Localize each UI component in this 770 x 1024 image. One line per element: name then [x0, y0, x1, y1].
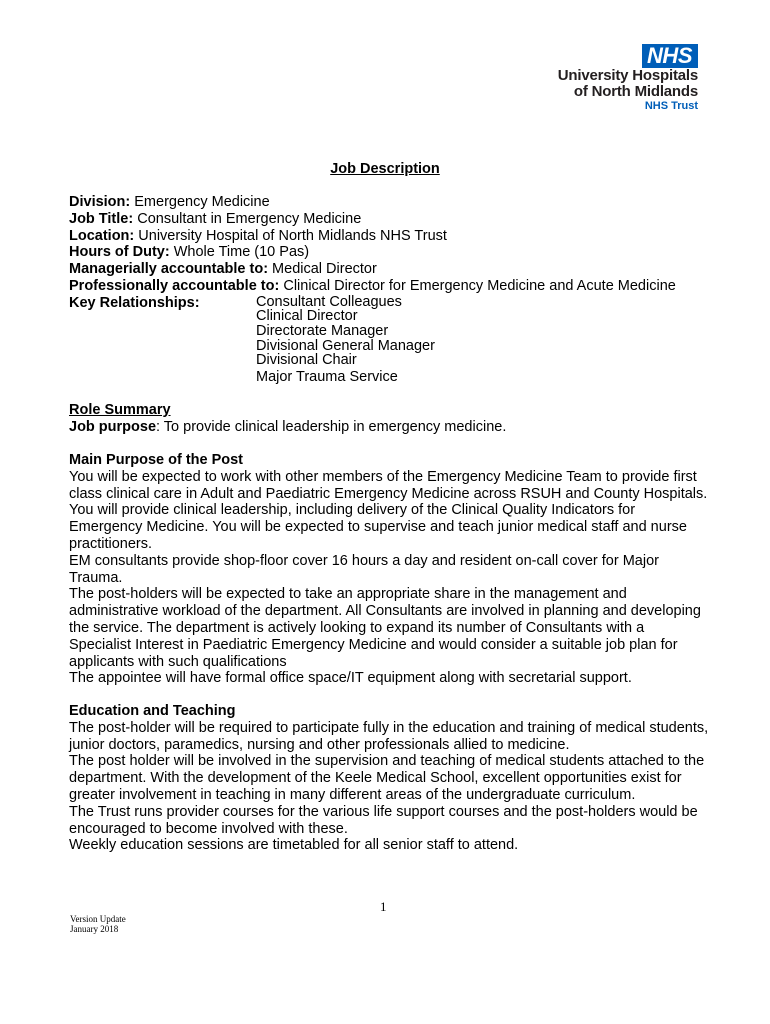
key-relationships-label: Key Relationships: [69, 294, 200, 311]
footer [70, 914, 126, 934]
paragraph: EM consultants provide shop-floor cover 16 hours a day and resident on-call cover for Major Trauma. [69, 552, 659, 586]
footer-version: Version Update [70, 914, 126, 924]
paragraph: You will be expected to work with other members of the Emergency Medicine Team to provide first class clinical care in Adult and Paediatric Emergency Medicine across RSUH and County Hospitals. You will provide clinical leadership, including delivery of the Clinical Quality Indicators for Emergency Medicine. You will be expected to supervise and teach junior medical staff and nurse practitioners. [69, 468, 708, 552]
paragraph: The Trust runs provider courses for the various life support courses and the post-holders would be encouraged to become involved with these. [69, 803, 698, 837]
logo-line-3: NHS Trust [644, 100, 698, 112]
job-title-row: Job Title: Consultant in Emergency Medicine [69, 210, 362, 227]
logo-line-1: University Hospitals [557, 67, 698, 84]
paragraph: The post-holder will be required to participate fully in the education and training of medical students, junior doctors, paramedics, nursing and other professionals allied to medicine. [69, 719, 709, 753]
location-row: Location: University Hospital of North Midlands NHS Trust [69, 227, 447, 244]
list-item: Divisional Chair [256, 352, 357, 369]
logo-line-2: of North Midlands [573, 83, 698, 100]
footer-date: January 2018 [70, 924, 119, 934]
managerial-row: Managerially accountable to: Medical Director [69, 261, 377, 278]
hours-row: Hours of Duty: Whole Time (10 Pas) [69, 244, 310, 261]
job-purpose-row: Job purpose: To provide clinical leadership in emergency medicine. [69, 419, 507, 436]
key-relationships-list [256, 295, 435, 385]
key-relationships [69, 295, 709, 385]
paragraph: The appointee will have formal office space/IT equipment along with secretarial support. [69, 670, 632, 687]
paragraph: The post holder will be involved in the supervision and teaching of medical students attached to the department. With the development of the Keele Medical School, excellent opportunities exist for greater involvement in teaching in many different areas of the undergraduate curriculum. [69, 753, 705, 804]
page-number: 1 [380, 899, 387, 914]
list-item: Divisional General Manager [256, 337, 435, 354]
list-item: Consultant Colleagues [256, 293, 402, 310]
main-purpose-heading: Main Purpose of the Post [69, 451, 244, 468]
paragraph: The post-holders will be expected to take an appropriate share in the management and administrative workload of the department. All Consultants are involved in planning and developing the service. The department is actively looking to expand its number of Consultants with a Specialist Interest in Paediatric Emergency Medicine and would consider a suitable job plan for applicants with such qualifications [69, 586, 701, 670]
education-heading: Education and Teaching [69, 703, 236, 720]
paragraph: Weekly education sessions are timetabled for all senior staff to attend. [69, 837, 519, 854]
page-title: Job Description [330, 161, 440, 177]
professional-row: Professionally accountable to: Clinical Director for Emergency Medicine and Acute Medicine [69, 277, 676, 294]
list-item: Clinical Director [256, 308, 358, 325]
nhs-logo-mark: NHS [642, 44, 698, 68]
nhs-trust-logo [558, 44, 698, 113]
list-item: Major Trauma Service [256, 368, 398, 385]
role-summary-heading: Role Summary [69, 402, 171, 419]
division-row: Division: Emergency Medicine [69, 194, 270, 210]
document-body [69, 194, 709, 854]
list-item: Directorate Manager [256, 322, 389, 339]
